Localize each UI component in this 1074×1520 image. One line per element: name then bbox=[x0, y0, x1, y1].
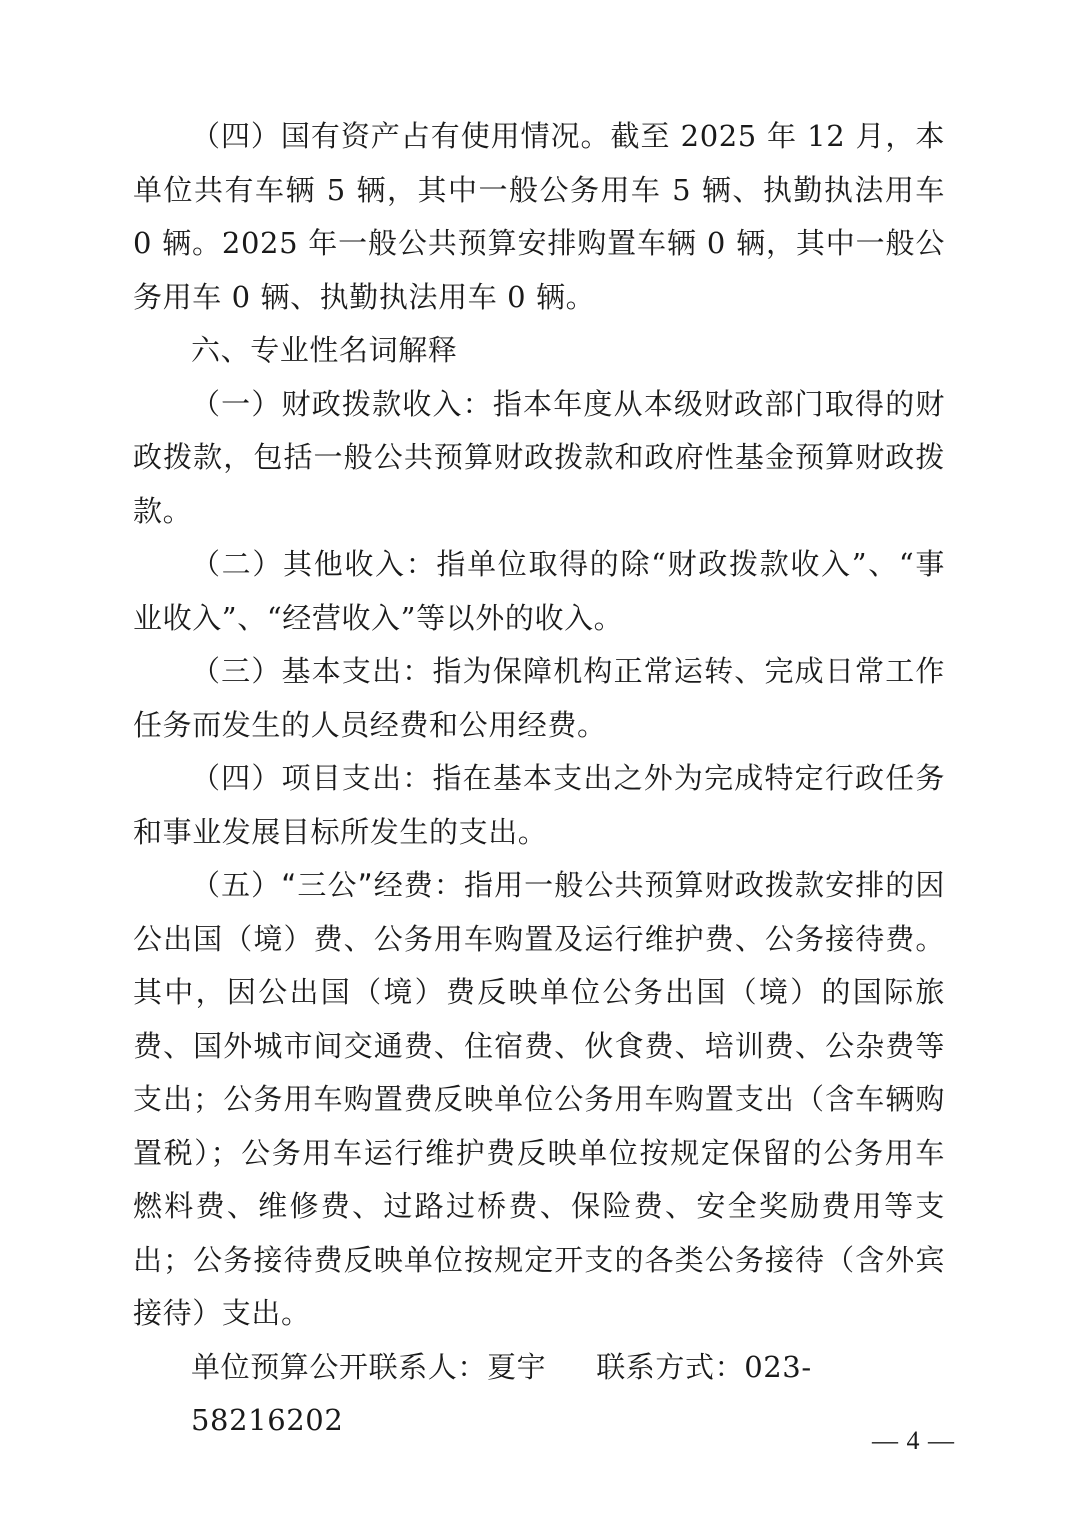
glossary-definition: 指用一般公共预算财政拨款安排的因公出国（境）费、公务用车购置及运行维护费、公务接待费。其中，因公出国（境）费反映单位公务出国（境）的国际旅费、国外城市间交通费、住宿费、伙食费、培训费、公杂费等支出；公务用车购置费反映单位公务用车购置支出（含车辆购置税）；公务用车运行维护费反映单位按规定保留的公务用车燃料费、维修费、过路过桥费、保险费、安全奖励费用等支出；公务接待费反映单位按规定开支的各类公务接待（含外宾接待）支出。 bbox=[133, 868, 945, 1330]
contact-line bbox=[133, 1341, 945, 1448]
glossary-definition: 指本年度从本级财政部门取得的财政拨款，包括一般公共预算财政拨款和政府性基金预算财政拨款。 bbox=[133, 386, 945, 528]
section-heading: 六、专业性名词解释 bbox=[191, 333, 458, 367]
glossary-item-fiscal-income bbox=[133, 378, 945, 539]
glossary-term: （二）其他收入： bbox=[191, 547, 437, 581]
glossary-item-basic-expenditure bbox=[133, 645, 945, 752]
glossary-item-project-expenditure bbox=[133, 752, 945, 859]
glossary-term: （三）基本支出： bbox=[191, 654, 433, 688]
glossary-item-three-public-expenses bbox=[133, 859, 945, 1341]
page-number: — 4 — bbox=[872, 1426, 955, 1455]
glossary-definition: 指在基本支出之外为完成特定行政任务和事业发展目标所发生的支出。 bbox=[133, 761, 945, 849]
glossary-term: （五）“三公”经费： bbox=[191, 868, 464, 902]
glossary-definition: 指为保障机构正常运转、完成日常工作任务而发生的人员经费和公用经费。 bbox=[133, 654, 945, 742]
glossary-term: （一）财政拨款收入： bbox=[191, 386, 493, 421]
paragraph-assets bbox=[133, 110, 945, 324]
glossary-term: （四）项目支出： bbox=[191, 761, 433, 795]
glossary-definition: 指单位取得的除“财政拨款收入”、“事业收入”、“经营收入”等以外的收入。 bbox=[133, 547, 945, 635]
paragraph-lead: （四）国有资产占有使用情况。 bbox=[191, 119, 611, 153]
document-body bbox=[133, 110, 945, 1448]
contact-phone: 联系方式：023-58216202 bbox=[191, 1349, 812, 1437]
contact-person: 单位预算公开联系人：夏宇 bbox=[191, 1349, 547, 1384]
paragraph-text: 截至 2025 年 12 月，本单位共有车辆 5 辆，其中一般公务用车 5 辆、执勤执法用车 0 辆。2025 年一般公共预算安排购置车辆 0 辆，其中一般公务用车 0 辆、执勤执法用车 0 辆。 bbox=[133, 119, 945, 314]
glossary-item-other-income bbox=[133, 538, 945, 645]
